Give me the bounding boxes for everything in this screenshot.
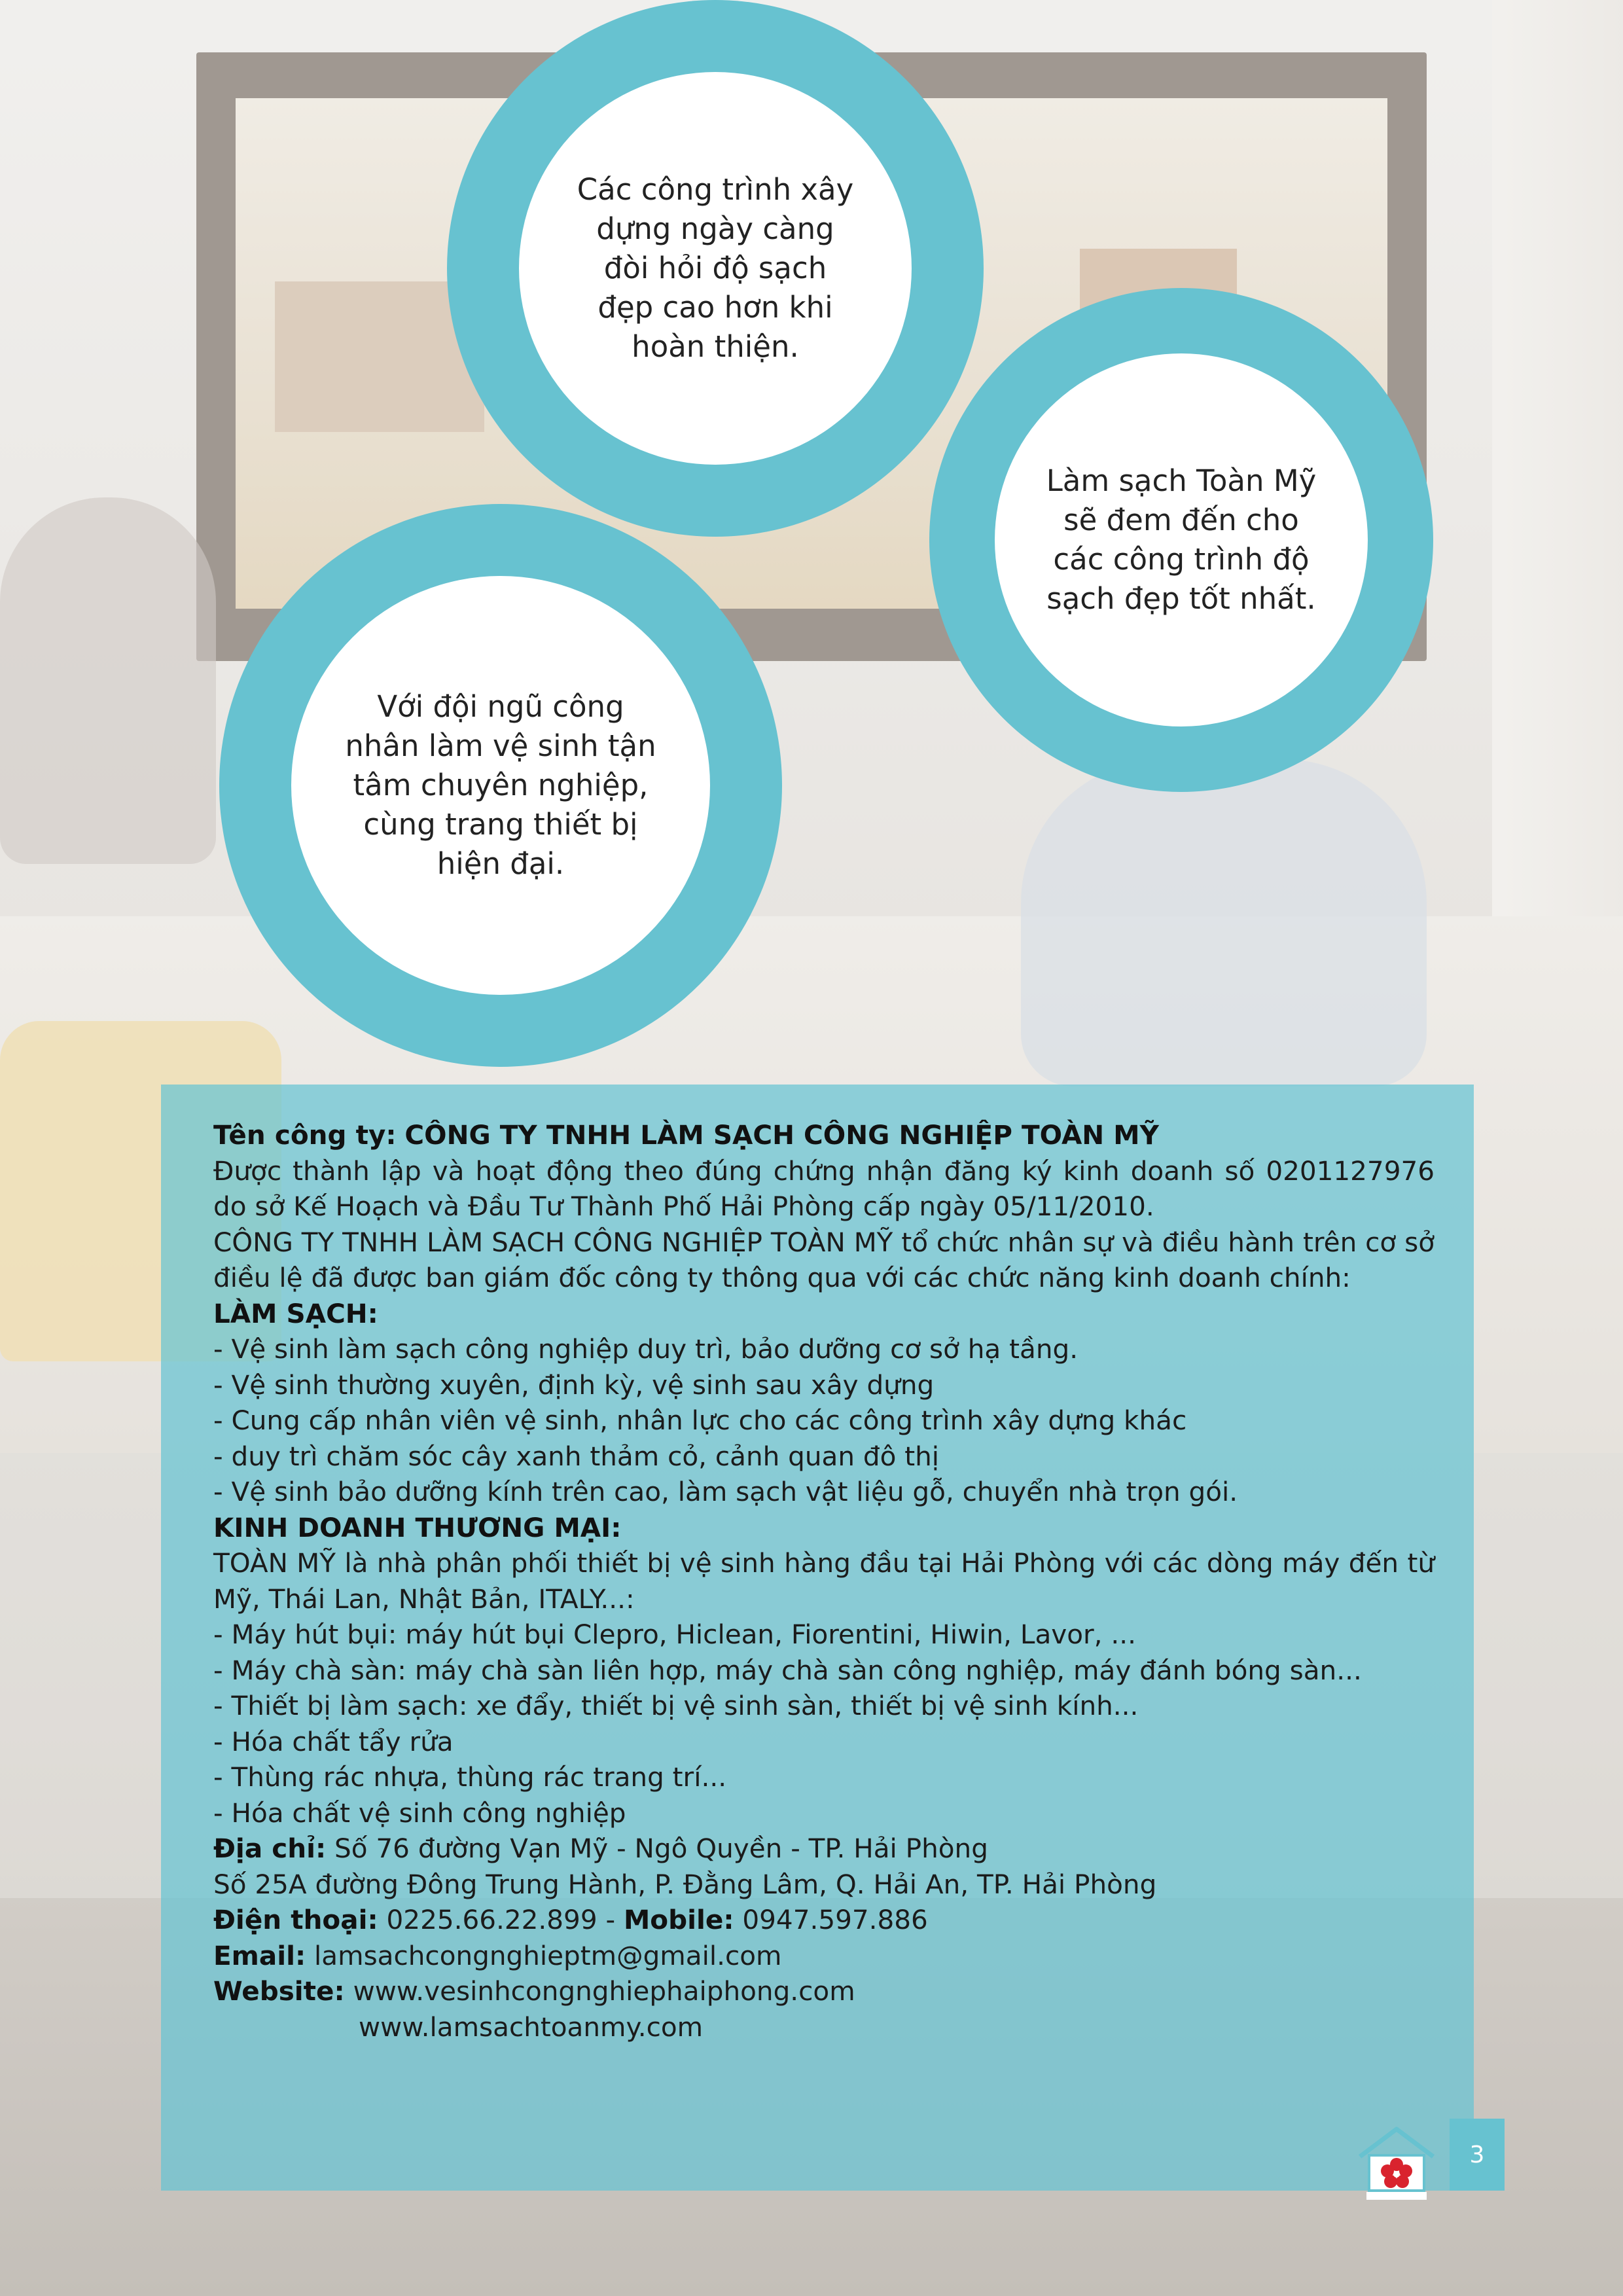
mobile-number: 0947.597.886	[742, 1904, 928, 1935]
website-line	[213, 1973, 1435, 2009]
bubble-right-text: Làm sạch Toàn Mỹ sẽ đem đến cho các công trình độ sạch đẹp tốt nhất.	[1046, 463, 1317, 616]
bubble-left-inner	[291, 576, 710, 995]
trade-heading: KINH DOANH THƯƠNG MẠI:	[213, 1511, 622, 1543]
email-label: Email:	[213, 1939, 306, 1971]
cleaning-item: - Cung cấp nhân viên vệ sinh, nhân lực cho các công trình xây dựng khác	[213, 1405, 1187, 1436]
bubble-left-text: Với đội ngũ công nhân làm vệ sinh tận tâm chuyên nghiệp, cùng trang thiết bị hiện đại.	[345, 689, 656, 881]
address-line-1	[213, 1831, 1435, 1867]
website-1: www.vesinhcongnghiephaiphong.com	[353, 1975, 855, 2007]
company-intro: Được thành lập và hoạt động theo đúng chứng nhận đăng ký kinh doanh số 0201127976 do sở Kế Hoạch và Đầu Tư Thành Phố Hải Phòng cấp ngày 05/11/2010.	[213, 1155, 1435, 1222]
trade-item: - Hóa chất tẩy rửa	[213, 1725, 454, 1757]
bubble-right	[929, 288, 1433, 792]
trade-item: - Máy hút bụi: máy hút bụi Clepro, Hiclean, Fiorentini, Hiwin, Lavor, ...	[213, 1619, 1137, 1650]
phone-number: 0225.66.22.899 -	[386, 1904, 616, 1935]
company-name-label: Tên công ty:	[213, 1119, 397, 1151]
house-flower-logo-icon	[1355, 2124, 1438, 2201]
trade-item: - Máy chà sàn: máy chà sàn liên hợp, máy chà sàn công nghiệp, máy đánh bóng sàn...	[213, 1654, 1362, 1686]
address-1: Số 76 đường Vạn Mỹ - Ngô Quyền - TP. Hải Phòng	[334, 1833, 988, 1864]
trade-item: - Thiết bị làm sạch: xe đẩy, thiết bị vệ sinh sàn, thiết bị vệ sinh kính...	[213, 1690, 1139, 1721]
website-label: Website:	[213, 1975, 345, 2007]
address-label: Địa chỉ:	[213, 1833, 327, 1864]
mobile-label: Mobile:	[623, 1904, 734, 1935]
cleaning-item: - Vệ sinh làm sạch công nghiệp duy trì, bảo dưỡng cơ sở hạ tầng.	[213, 1333, 1079, 1365]
email-line	[213, 1938, 1435, 1974]
trade-item: - Thùng rác nhựa, thùng rác trang trí...	[213, 1761, 727, 1793]
bubble-top	[447, 0, 984, 537]
page-number: 3	[1450, 2119, 1505, 2191]
cleaning-item: - Vệ sinh thường xuyên, định kỳ, vệ sinh sau xây dựng	[213, 1369, 935, 1401]
address-2: Số 25A đường Đông Trung Hành, P. Đằng Lâm, Q. Hải An, TP. Hải Phòng	[213, 1868, 1157, 1900]
phone-line	[213, 1902, 1435, 1938]
phone-label: Điện thoại:	[213, 1904, 378, 1935]
bubble-top-inner	[519, 72, 912, 465]
bubble-right-inner	[995, 353, 1368, 726]
company-logo	[1355, 2124, 1438, 2201]
company-name-line	[213, 1117, 1435, 1153]
company-name: CÔNG TY TNHH LÀM SẠCH CÔNG NGHIỆP TOÀN MỸ	[404, 1119, 1159, 1151]
company-org: CÔNG TY TNHH LÀM SẠCH CÔNG NGHIỆP TOÀN MỸ tổ chức nhân sự và điều hành trên cơ sở điều lệ đã được ban giám đốc công ty thông qua với các chức năng kinh doanh chính:	[213, 1226, 1435, 1293]
trade-intro: TOÀN MỸ là nhà phân phối thiết bị vệ sinh hàng đầu tại Hải Phòng với các dòng máy đến từ Mỹ, Thái Lan, Nhật Bản, ITALY...:	[213, 1547, 1435, 1615]
trade-item: - Hóa chất vệ sinh công nghiệp	[213, 1797, 626, 1829]
website-2: www.lamsachtoanmy.com	[359, 2011, 704, 2043]
bubble-top-text: Các công trình xây dựng ngày càng đòi hỏi độ sạch đẹp cao hơn khi hoàn thiện.	[577, 172, 854, 364]
cleaning-item: - Vệ sinh bảo dưỡng kính trên cao, làm sạch vật liệu gỗ, chuyển nhà trọn gói.	[213, 1476, 1238, 1507]
company-info-content	[213, 1117, 1435, 2045]
cleaning-item: - duy trì chăm sóc cây xanh thảm cỏ, cảnh quan đô thị	[213, 1440, 940, 1472]
company-info-panel	[161, 1085, 1474, 2191]
email-address: lamsachcongnghieptm@gmail.com	[314, 1939, 782, 1971]
cleaning-heading: LÀM SẠCH:	[213, 1297, 378, 1329]
bubble-left	[219, 504, 782, 1067]
